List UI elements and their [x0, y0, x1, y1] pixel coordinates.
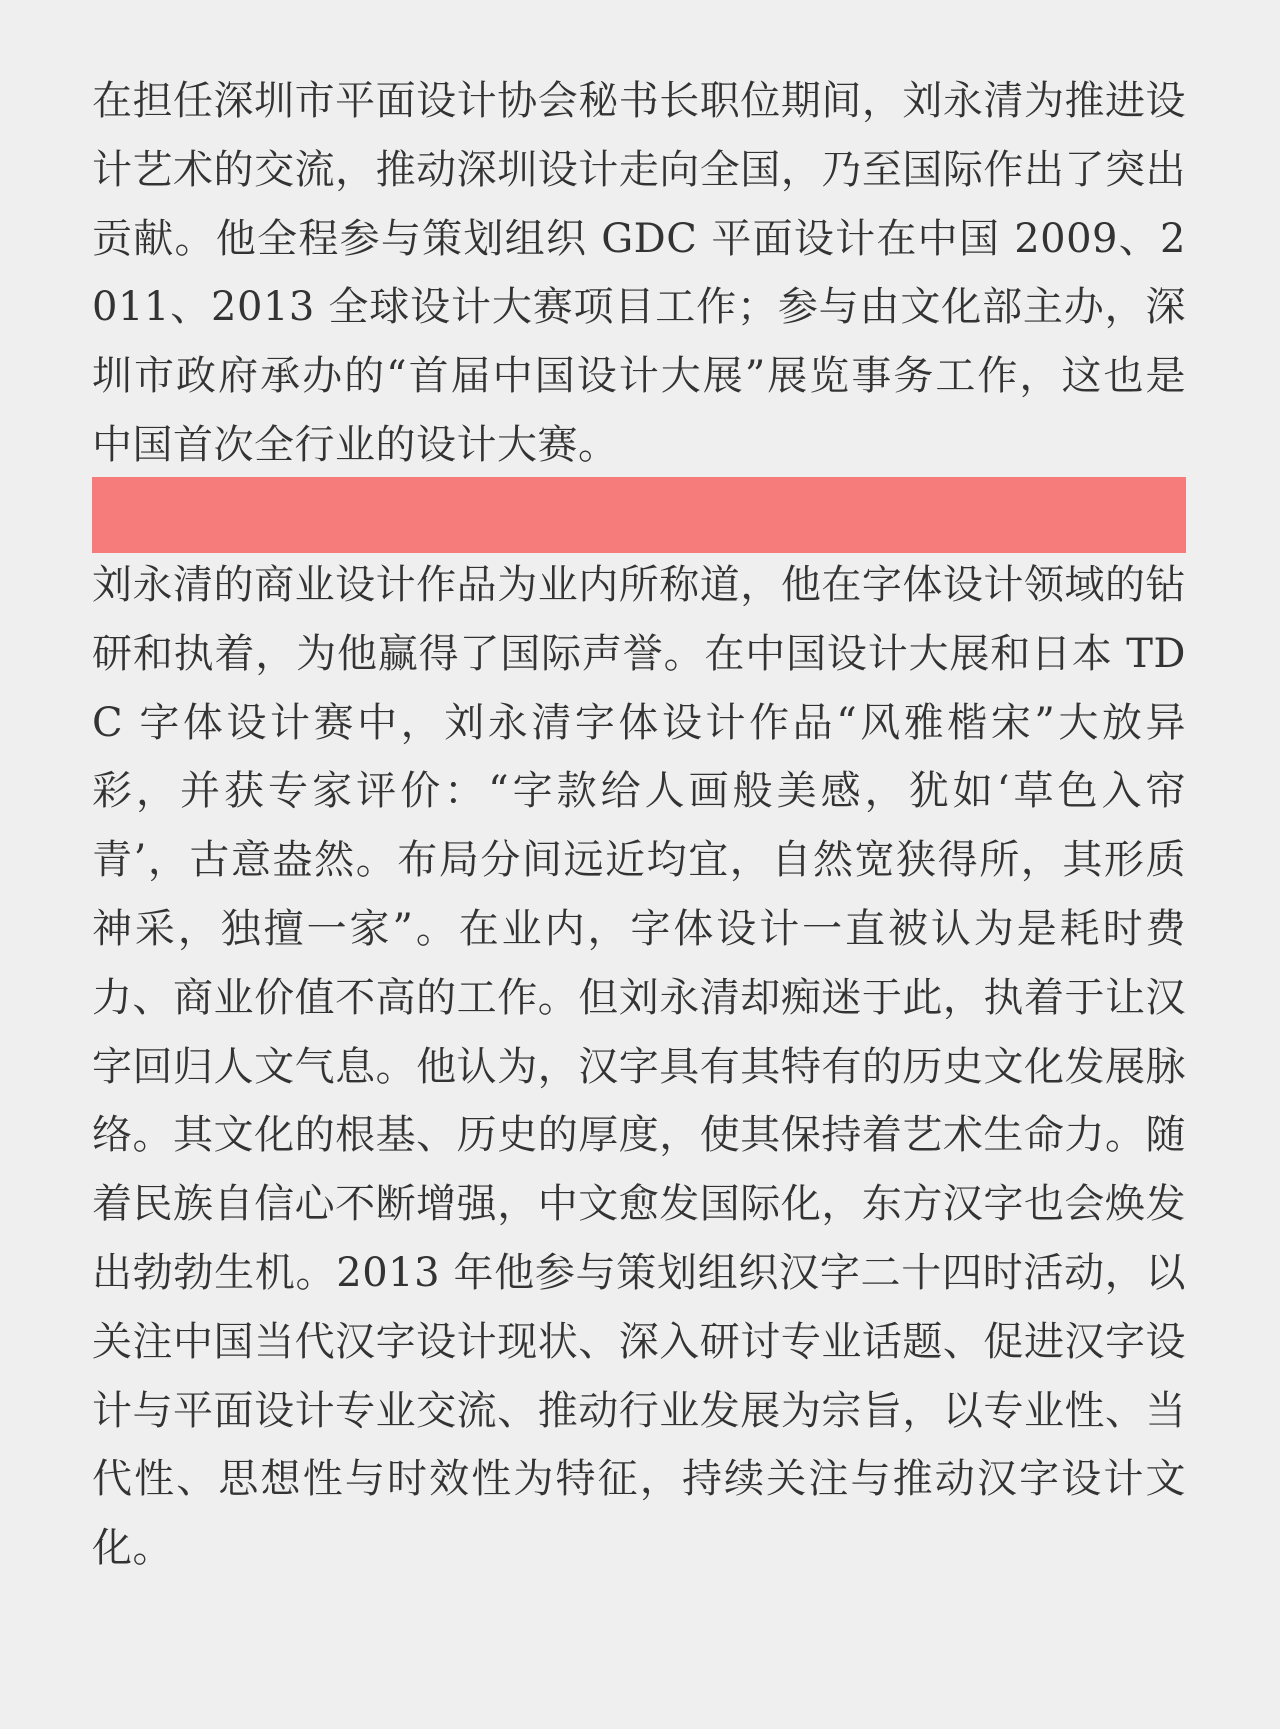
article-paragraph-2: 刘永清的商业设计作品为业内所称道，他在字体设计领域的钻研和执着，为他赢得了国际声誉。在中国设计大展和日本 TDC 字体设计赛中，刘永清字体设计作品“风雅楷宋”大放异彩，并获专家评价：“字款给人画般美感，犹如‘草色入帘青’，古意盎然。布局分间远近均宜，自然宽狭得所，其形质神采，独擅一家”。在业内，字体设计一直被认为是耗时费力、商业价值不高的工作。但刘永清却痴迷于此，执着于让汉字回归人文气息。他认为，汉字具有其特有的历史文化发展脉络。其文化的根基、历史的厚度，使其保持着艺术生命力。随着民族自信心不断增强，中文愈发国际化，东方汉字也会焕发出勃勃生机。2013 年他参与策划组织汉字二十四时活动，以关注中国当代汉字设计现状、深入研讨专业话题、促进汉字设计与平面设计专业交流、推动行业发展为宗旨，以专业性、当代性、思想性与时效性为特征，持续关注与推动汉字设计文化。: [92, 562, 1186, 1572]
article-paragraph-1: 在担任深圳市平面设计协会秘书长职位期间，刘永清为推进设计艺术的交流，推动深圳设计走向全国，乃至国际作出了突出贡献。他全程参与策划组织 GDC 平面设计在中国 2009、2011、2013 全球设计大赛项目工作；参与由文化部主办，深圳市政府承办的“首届中国设计大展”展览事务工作，这也是中国首次全行业的设计大赛。: [92, 78, 1186, 468]
highlight-divider-bar: [92, 477, 1186, 553]
